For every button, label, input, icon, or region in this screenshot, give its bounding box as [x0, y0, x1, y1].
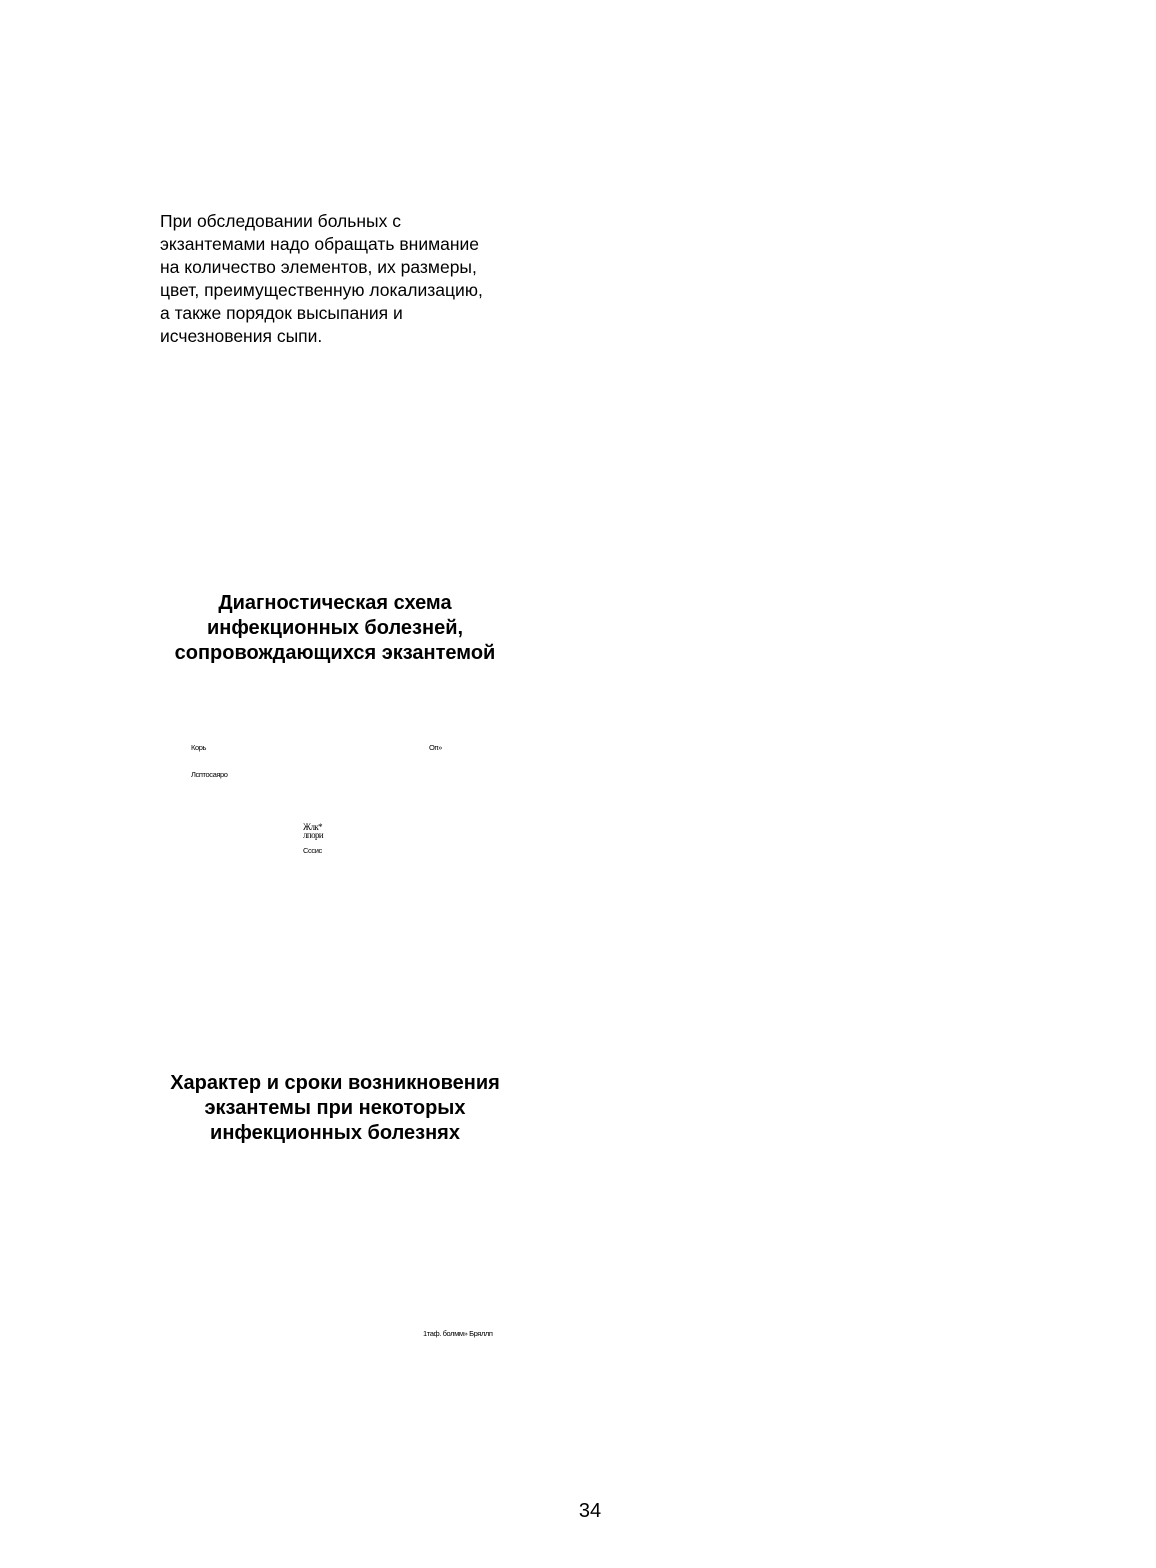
title-line: сопровождающихся экзантемой	[174, 642, 496, 664]
title-line: Диагностическая схема	[218, 592, 452, 614]
intro-line: экзантемами надо обращать внимание	[160, 234, 480, 254]
title-line: Характер и сроки возникновения	[170, 1072, 500, 1094]
label-kor: Корь	[191, 743, 207, 752]
intro-line: а также порядок высыпания и	[160, 303, 403, 323]
label-ospa: Оп»	[429, 743, 442, 752]
title-line: экзантемы при некоторых	[204, 1097, 466, 1119]
label-zhelt-1: Жлк*	[303, 822, 323, 832]
page-number: 34	[578, 1500, 602, 1522]
intro-line: исчезновения сыпи.	[160, 326, 323, 346]
label-brill: 1таф. болмм» Бряллп	[423, 1329, 493, 1338]
label-sepsis: Сссис	[303, 846, 322, 855]
title-line: инфекционных болезнях	[210, 1122, 460, 1144]
exanthema-timing-title	[130, 1071, 540, 1146]
label-leptospiroz: Лсптосаяро	[191, 770, 228, 779]
intro-line: на количество элементов, их размеры,	[160, 257, 477, 277]
title-line: инфекционных болезней,	[206, 617, 464, 639]
intro-line: цвет, преимущественную локализацию,	[160, 280, 483, 300]
intro-paragraph	[160, 210, 520, 348]
label-zhelt-2: лпори	[303, 830, 324, 840]
diagnostic-scheme-title	[130, 591, 540, 666]
intro-line: При обследовании больных с	[160, 211, 401, 231]
